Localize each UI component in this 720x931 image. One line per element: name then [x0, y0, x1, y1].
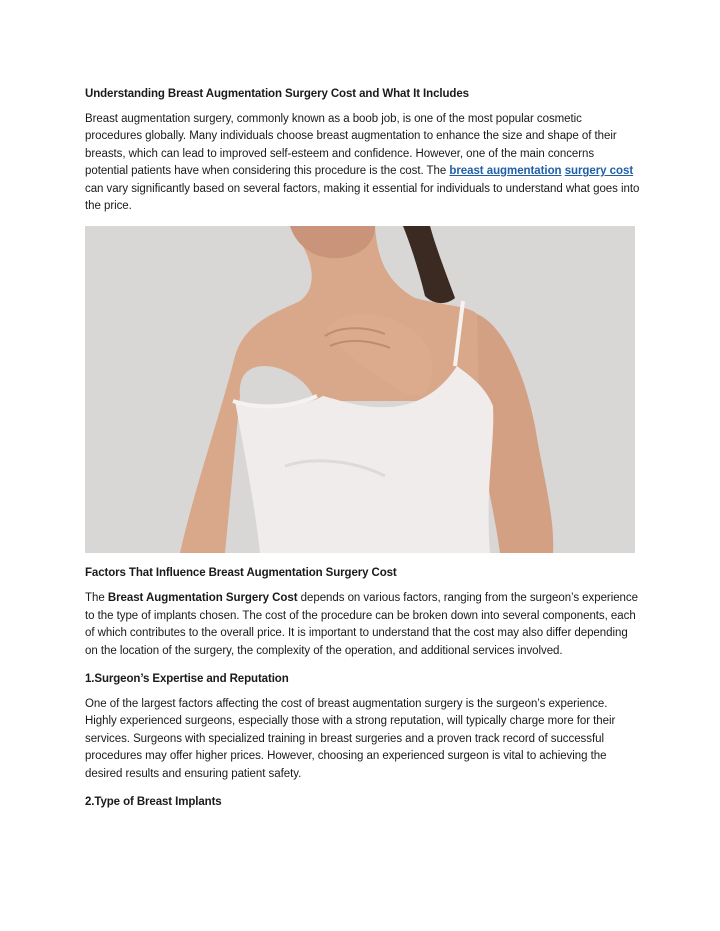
document-page	[85, 86, 640, 819]
heading-surgeon-expertise: 1.Surgeon’s Expertise and Reputation	[85, 673, 289, 686]
factors-text-pre: The	[85, 592, 105, 605]
link-surgery-cost[interactable]: surgery cost	[564, 165, 634, 178]
factors-bold-term: Breast Augmentation Surgery Cost	[107, 592, 298, 605]
factors-text-post: depends on various factors, ranging from the surgeon’s experience to the type of implants chosen. The cost of the procedure can be broken down into several components, each of which contributes to the overall price. It is important to understand that the cost may also differ depending on the location of the surgery, the complexity of the operation, and additional services involved.	[85, 592, 638, 657]
heading-understanding-cost: Understanding Breast Augmentation Surgery Cost and What It Includes	[85, 88, 469, 100]
intro-text-after: can vary significantly based on several factors, making it essential for individuals to understand what goes into the price.	[85, 182, 640, 213]
heading-implant-type: 2.Type of Breast Implants	[85, 796, 222, 809]
factors-paragraph	[85, 590, 640, 660]
heading-factors: Factors That Influence Breast Augmentation Surgery Cost	[85, 567, 397, 580]
surgeon-expertise-paragraph: One of the largest factors affecting the cost of breast augmentation surgery is the surgeon’s experience. Highly experienced surgeons, especially those with a strong reputation, will typically charge more for their services. Surgeons with specialized training in breast surgeries and a proven track record of successful procedures may offer higher prices. However, choosing an experienced surgeon is vital to achieving the desired results and ensuring patient safety.	[85, 698, 616, 780]
intro-paragraph	[85, 111, 640, 215]
intro-text-before: Breast augmentation surgery, commonly known as a boob job, is one of the most popular cosmetic procedures globally. Many individuals choose breast augmentation to enhance the size and shape of their breasts, which can lead to improved self-esteem and confidence. However, one of the main concerns potential patients have when considering this procedure is the cost. The	[85, 113, 617, 178]
woman-in-white-top-photo	[85, 226, 635, 553]
link-breast-augmentation[interactable]: breast augmentation	[449, 165, 562, 178]
